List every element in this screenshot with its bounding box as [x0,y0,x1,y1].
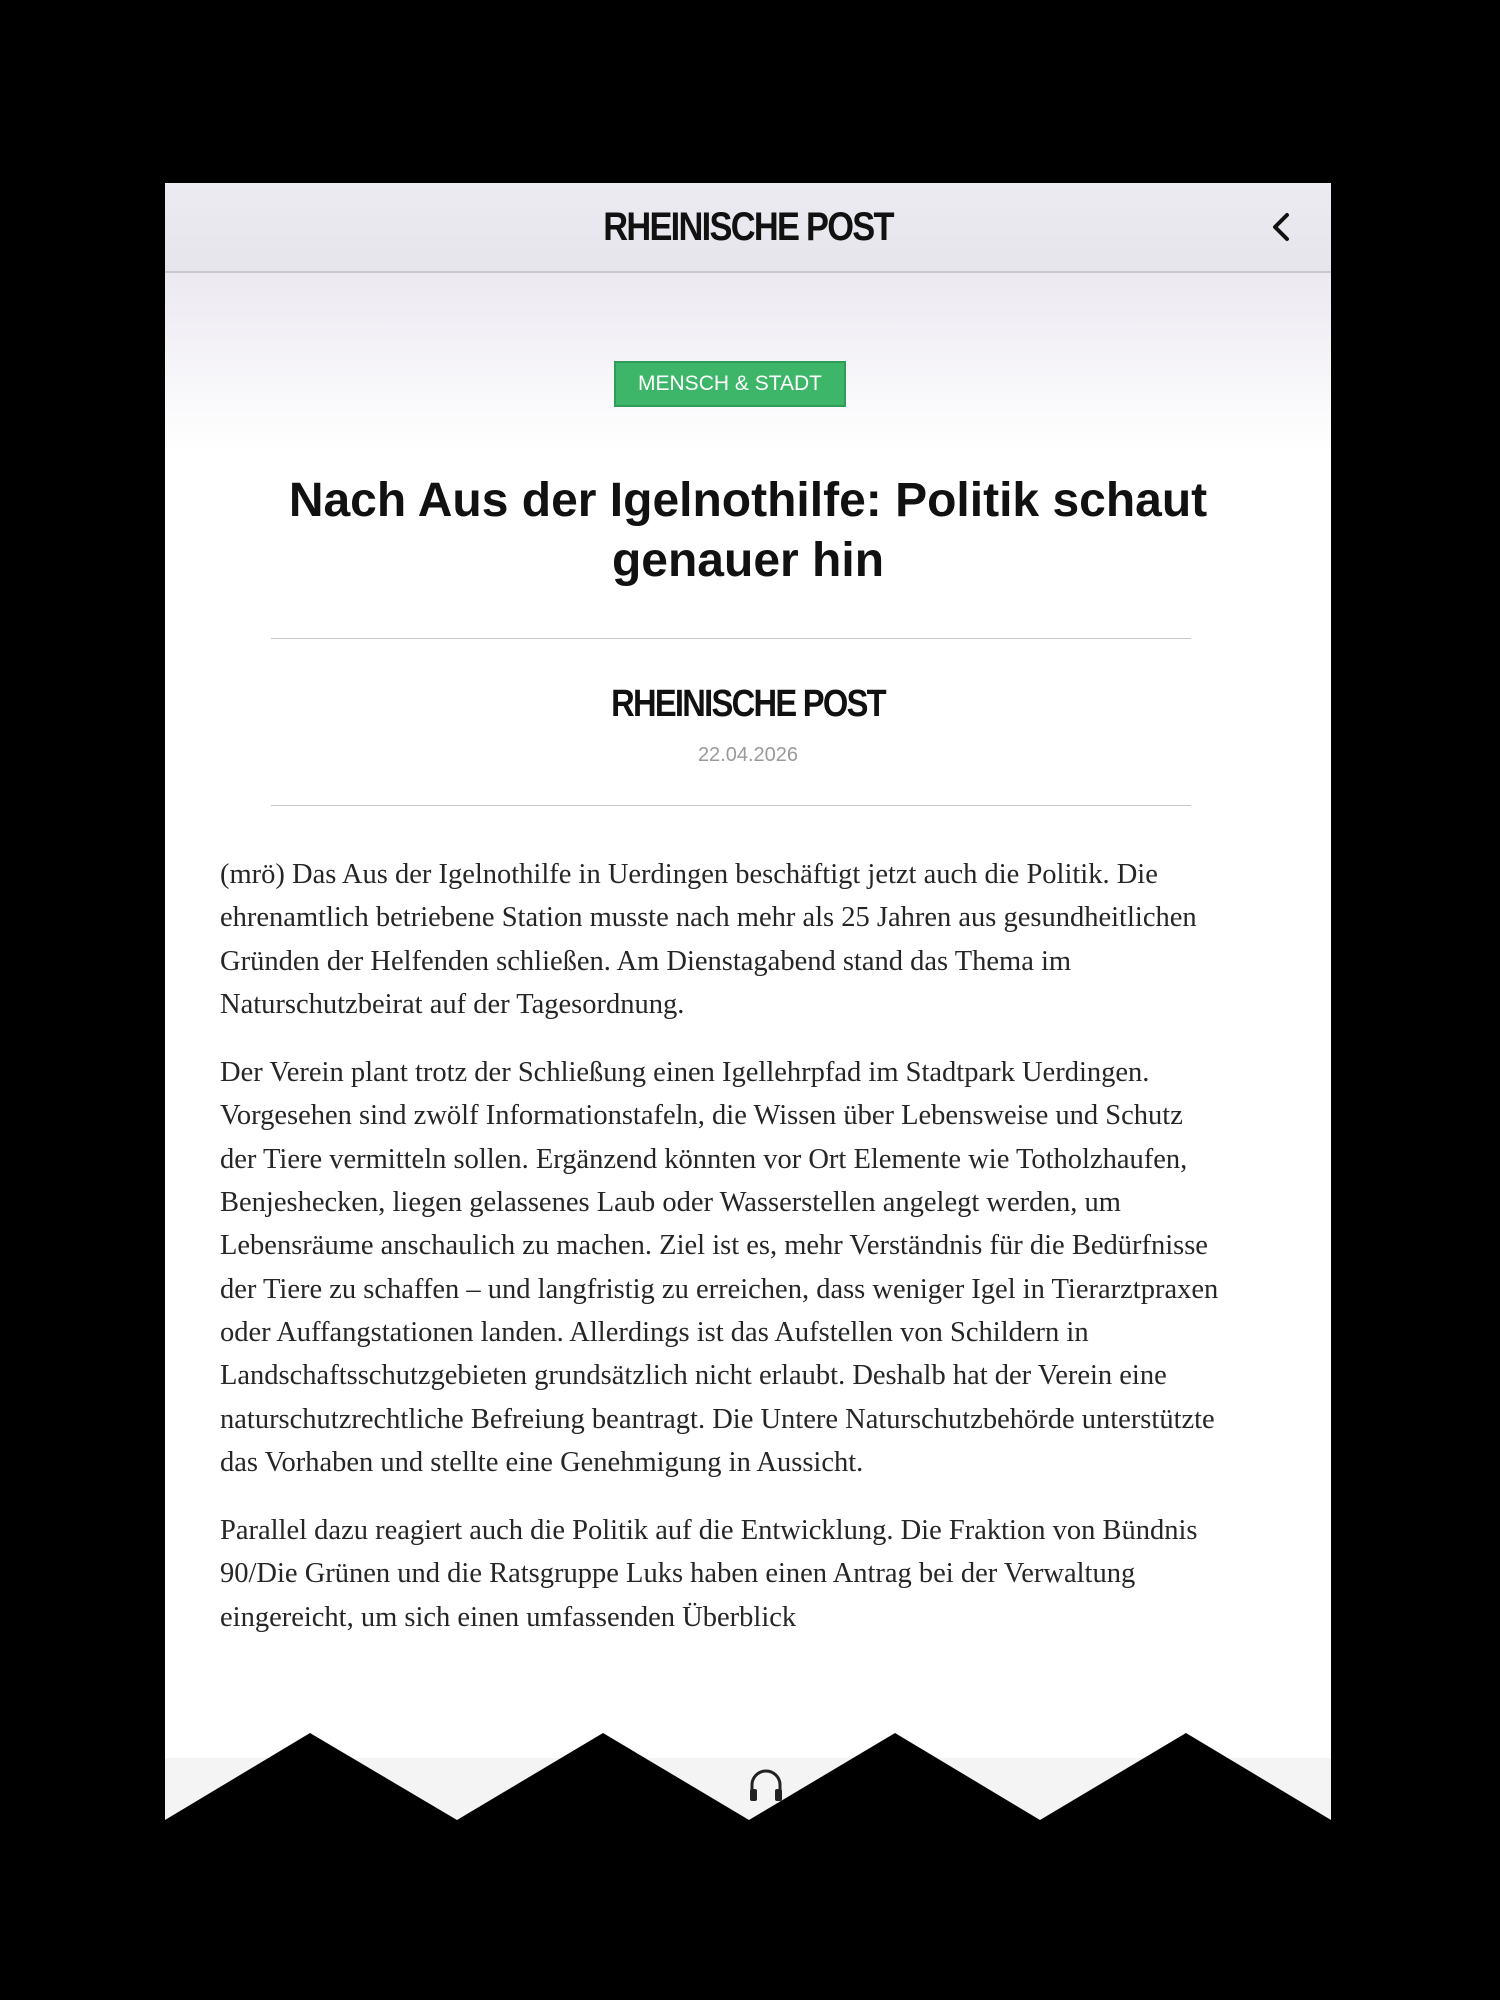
brand-logo[interactable]: RHEINISCHE POST [603,205,893,249]
publish-date: 22.04.2026 [697,744,799,766]
article-headline: Nach Aus der Igelnothilfe: Politik schaut genauer hin [288,474,1208,587]
chevron-left-icon [1261,207,1301,247]
article-screen [165,183,1331,1820]
article-body [220,853,1220,1664]
divider [271,638,1191,639]
category-badge[interactable]: MENSCH & STADT [614,361,846,407]
top-navigation-bar [165,183,1331,273]
headphones-icon [746,1767,786,1803]
divider [271,805,1191,806]
paragraph: Der Verein plant trotz der Schließung einen Igellehrpfad im Stadtpark Uerdingen. Vorgesehen sind zwölf Informationstafeln, die Wissen über Lebensweise und Schutz der Tiere vermitteln sollen. Ergänzend könnten vor Ort Elemente wie Totholzhaufen, Benjeshecken, liegen gelassenes Laub oder Wasserstellen angelegt werden, um Lebensräume anschaulich zu machen. Ziel ist es, mehr Verständnis für die Bedürfnisse der Tiere zu schaffen – und langfristig zu erreichen, dass weniger Igel in Tierarztpraxen oder Auffangstationen landen. Allerdings ist das Aufstellen von Schildern in Landschaftsschutzgebieten grundsätzlich nicht erlaubt. Deshalb hat der Verein eine naturschutzrechtliche Befreiung beantragt. Die Untere Naturschutzbehörde unterstützte das Vorhaben und stellte eine Genehmigung in Aussicht. [220,1057,1219,1478]
source-logo: RHEINISCHE POST [611,683,885,725]
audio-button[interactable] [746,1767,786,1803]
back-button[interactable] [1261,207,1301,247]
paragraph: Parallel dazu reagiert auch die Politik auf die Entwicklung. Die Fraktion von Bündnis 90/Die Grünen und die Ratsgruppe Luks haben einen Antrag bei der Verwaltung eingereicht, um sich einen umfassenden Überblick [220,1515,1198,1633]
paragraph: (mrö) Das Aus der Igelnothilfe in Uerdingen beschäftigt jetzt auch die Politik. Die ehrenamtlich betriebene Station musste nach mehr als 25 Jahren aus gesundheitlichen Gründen der Helfenden schließen. Am Dienstagabend stand das Thema im Naturschutzbeirat auf der Tagesordnung. [220,859,1197,1020]
